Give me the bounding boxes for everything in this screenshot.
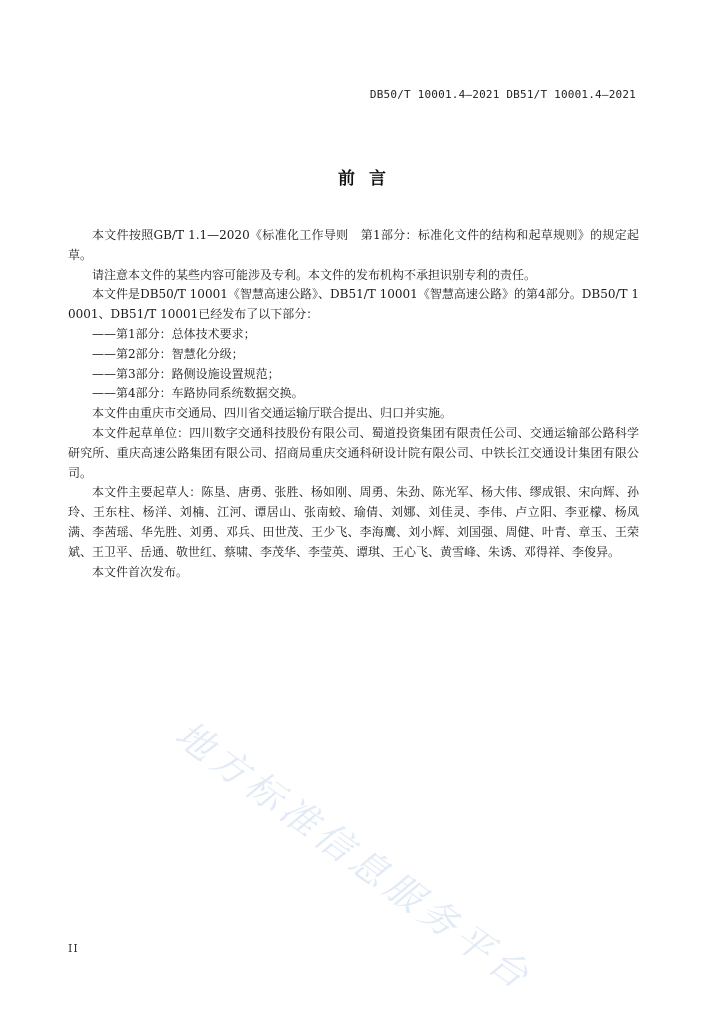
standard-code-header: DB50/T 10001.4—2021 DB51/T 10001.4—2021 <box>369 88 636 101</box>
foreword-body <box>68 226 639 582</box>
list-item-part-2: ——第2部分：智慧化分级； <box>92 346 244 361</box>
paragraph-drafting-units: 本文件起草单位：四川数字交通科技股份有限公司、蜀道投资集团有限责任公司、交通运输部公路科学研究所、重庆高速公路集团有限公司、招商局重庆交通科研设计院有限公司、中铁长江交通设计集团有限公司。 <box>68 425 639 480</box>
header-rule <box>74 110 650 111</box>
list-item-part-1: ——第1部分：总体技术要求； <box>92 326 256 341</box>
watermark: 地方标准信息服务平台 <box>167 712 541 1000</box>
list-item-part-3: ——第3部分：路侧设施设置规范； <box>92 366 280 381</box>
page-title: 前言 <box>338 169 400 189</box>
paragraph-series-info: 本文件是DB50/T 10001《智慧高速公路》、DB51/T 10001《智慧高速公路》的第4部分。DB50/T 10001、DB51/T 10001已经发布了以下部分： <box>68 287 639 322</box>
page-number: II <box>68 942 79 955</box>
paragraph-patent-notice: 请注意本文件的某些内容可能涉及专利。本文件的发布机构不承担识别专利的责任。 <box>92 267 537 282</box>
paragraph-first-release: 本文件首次发布。 <box>92 564 189 579</box>
paragraph-drafting-rules: 本文件按照GB/T 1.1—2020《标准化工作导则 第1部分：标准化文件的结构和起草规则》的规定起草。 <box>68 228 639 262</box>
paragraph-proposer: 本文件由重庆市交通局、四川省交通运输厅联合提出、归口并实施。 <box>92 406 453 421</box>
list-item-part-4: ——第4部分：车路协同系统数据交换。 <box>92 386 304 401</box>
paragraph-drafters: 本文件主要起草人：陈垦、唐勇、张胜、杨如刚、周勇、朱劲、陈光军、杨大伟、缪成银、宋向辉、孙玲、王东柱、杨洋、刘楠、江河、谭居山、张南蛟、瑜倩、刘娜、刘佳灵、李伟、卢立阳、李亚檬、杨凤满、李茜瑶、华先胜、刘勇、邓兵、田世茂、王少飞、李海鹰、刘小辉、刘国强、周健、叶青、章玉、王荣斌、王卫平、岳通、敬世红、蔡啸、李茂华、李莹英、谭琪、王心飞、黄雪峰、朱诱、邓得祥、李俊异。 <box>68 485 639 559</box>
